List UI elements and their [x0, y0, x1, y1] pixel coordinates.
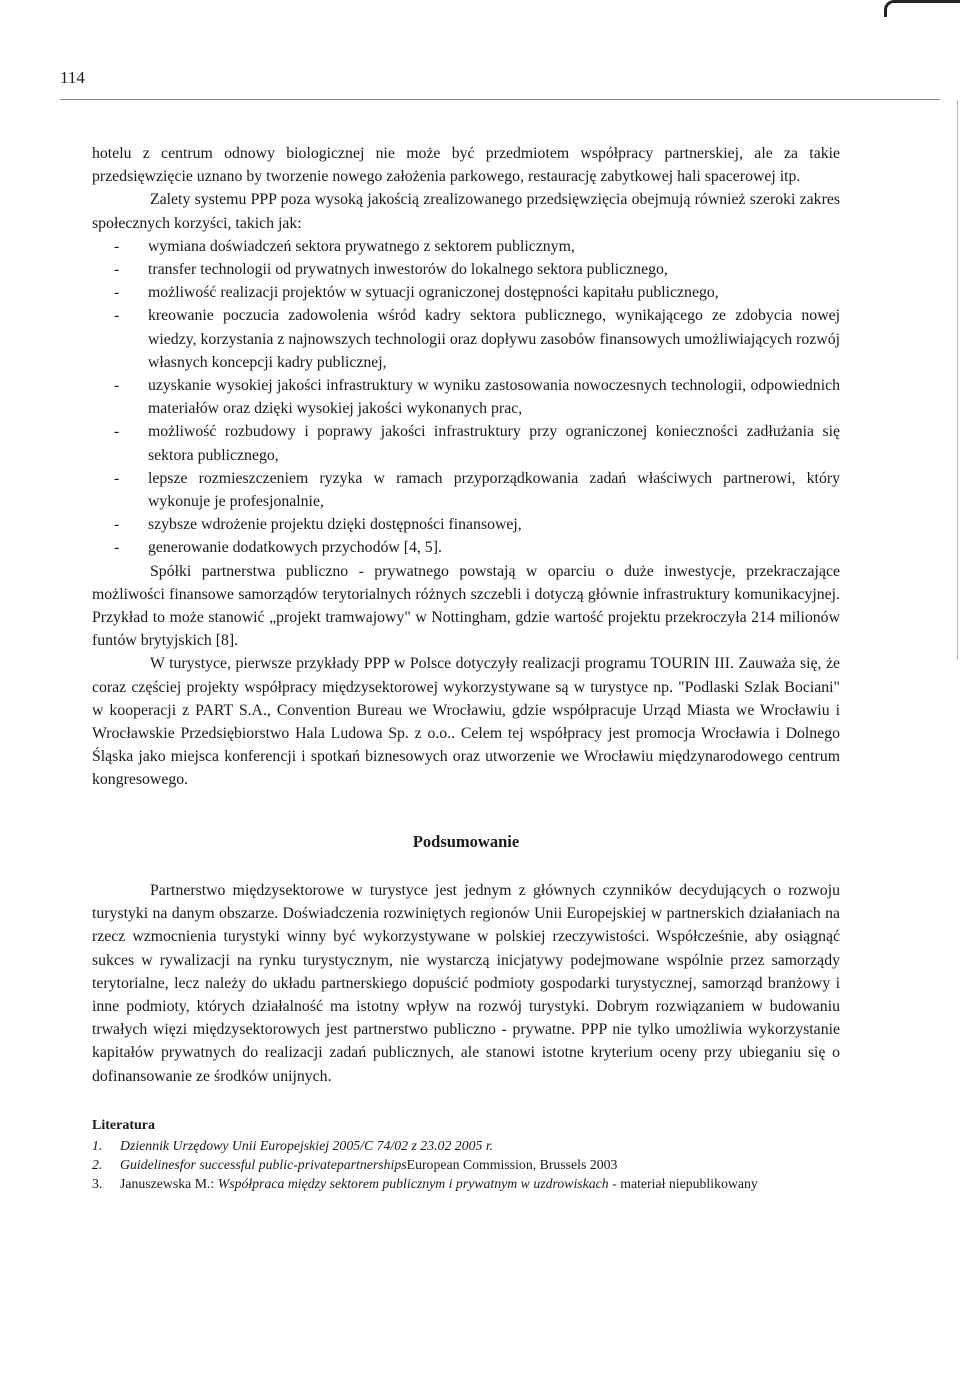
paragraph-ppp-companies: Spółki partnerstwa publiczno - prywatnego powstają w oparciu o duże inwestycje, przekraczające możliwości finansowe samorządów terytorialnych różnych szczebli i dotyczą głównie infrastruktury komunikacyjnej. Przykład to może stanowić „projekt tramwajowy" w Nottingham, gdzie wartość projektu przekroczyła 214 milionów funtów brytyjskich [8]. [92, 562, 840, 650]
list-item: - kreowanie poczucia zadowolenia wśród kadry sektora publicznego, wynikającego ze zdobycia nowej wiedzy, korzystania z najnowszych technologii oraz dopływu zasobów finansowych umożliwiających rozwój własnych koncepcji kadry publicznej, [114, 307, 840, 371]
benefits-list [92, 235, 840, 560]
list-item: - lepsze rozmieszczeniem ryzyka w ramach przyporządkowania zadań właściwych partnerowi, który wykonuje je profesjonalnie, [114, 469, 840, 511]
list-item: - uzyskanie wysokiej jakości infrastruktury w wyniku zastosowania nowoczesnych technologii, odpowiednich materiałów oraz dzięki wysokiej jakości wykonanych prac, [114, 377, 840, 418]
page-number: 114 [60, 68, 85, 87]
paragraph-summary: Partnerstwo międzysektorowe w turystyce jest jednym z głównych czynników decydujących o rozwoju turystyki na danym obszarze. Doświadczenia rozwiniętych regionów Unii Europejskiej w partnerskich działaniach na rzecz wzmocnienia turystyki winny być wykorzystywane w polskiej rzeczywistości. Współcześnie, aby osiągnąć sukces w rywalizacji na rynku turystycznym, nie wystarczą inicjatywy podejmowane wspólnie przez samorządy terytorialne, lecz należy do układu partnerskiego dopuścić podmioty gospodarki turystycznej, samorząd branżowy i inne podmioty, których działalność ma istotny wpływ na rozwój turystyki. Dobrym rozwiązaniem w budowaniu trwałych więzi międzysektorowych jest partnerstwo publiczno - prywatne. PPP nie tylko umożliwia wykorzystanie kapitałów prywatnych do realizacji zadań publicznych, ale stanowi istotne kryterium oceny przy ubieganiu się o dofinansowanie ze środków unijnych. [92, 881, 840, 1085]
reference-item: 2. Guidelinesfor successful public-privatepartnershipsEuropean Commission, Brussels 2003 [92, 1156, 618, 1172]
references-list [92, 1136, 840, 1193]
literature-heading: Literatura [92, 1117, 155, 1133]
page-content [92, 142, 840, 1193]
header-rule [60, 99, 940, 100]
paragraph-intro: hotelu z centrum odnowy biologicznej nie może być przedmiotem współpracy partnerskiej, ale za takie przedsięwzięcie uznano by tworzenie nowego założenia parkowego, restaurację zabytkowej hali spacerowej itp. [92, 145, 840, 186]
paragraph-benefits-intro: Zalety systemu PPP poza wysoką jakością zrealizowanego przedsięwzięcia obejmują również szeroki zakres społecznych korzyści, takich jak: [92, 191, 840, 232]
list-item: - możliwość rozbudowy i poprawy jakości infrastruktury przy ograniczonej konieczności zadłużania się sektora publicznego, [114, 423, 840, 464]
list-item: - wymiana doświadczeń sektora prywatnego z sektorem publicznym, [114, 237, 575, 255]
section-heading-summary: Podsumowanie [412, 831, 520, 851]
reference-item: 3. Januszewska M.: Współpraca między sektorem publicznym i prywatnym w uzdrowiskach - materiał niepublikowany [92, 1175, 758, 1191]
list-item: - szybsze wdrożenie projektu dzięki dostępności finansowej, [114, 516, 522, 534]
page-edge-mark [884, 0, 960, 17]
list-item: - generowanie dodatkowych przychodów [4, 5]. [114, 539, 442, 557]
paragraph-tourism-examples: W turystyce, pierwsze przykłady PPP w Polsce dotyczyły realizacji programu TOURIN III. Zauważa się, że coraz częściej projekty współpracy międzysektorowej wykorzystywane są w turystyce np. "Podlaski Szlak Bociani" w kooperacji z PART S.A., Convention Bureau we Wrocławiu, gdzie współpracuje Urząd Miasta we Wrocławiu i Wrocławskie Przedsiębiorstwo Hala Ludowa Sp. z o.o.. Celem tej współpracy jest promocja Wrocławia i Dolnego Śląska jako miejsca konferencji i spotkań biznesowych oraz utworzenie we Wrocławiu międzynarodowego centrum kongresowego. [92, 655, 840, 789]
list-item: - możliwość realizacji projektów w sytuacji ograniczonej dostępności kapitału publicznego, [114, 284, 719, 302]
page-edge-line [957, 100, 958, 660]
reference-item: 1. Dziennik Urzędowy Unii Europejskiej 2005/C 74/02 z 23.02 2005 r. [92, 1137, 494, 1153]
list-item: - transfer technologii od prywatnych inwestorów do lokalnego sektora publicznego, [114, 261, 668, 279]
